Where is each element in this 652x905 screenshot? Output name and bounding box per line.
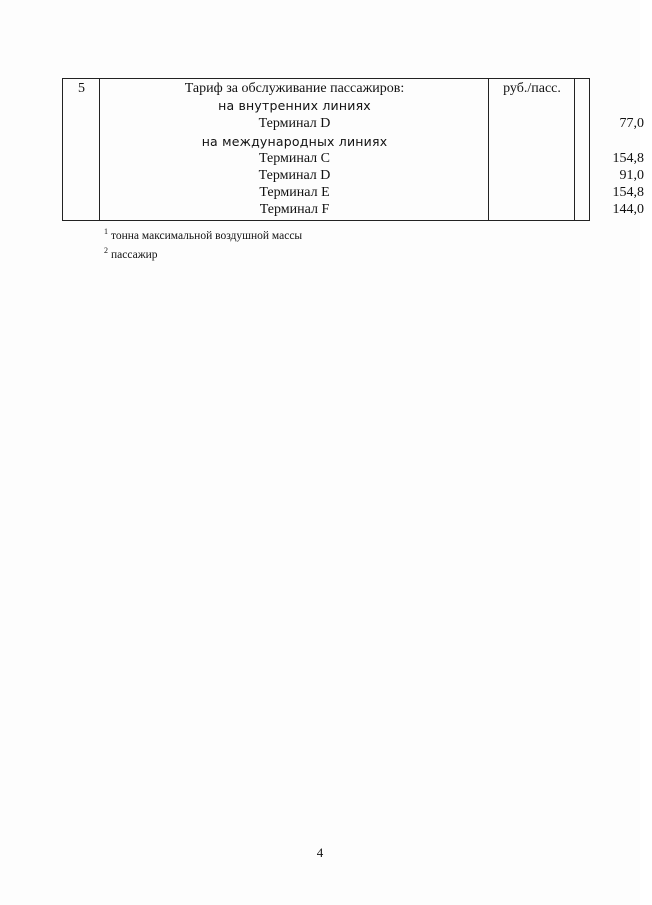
- unit-column: [489, 79, 575, 220]
- tariff-value: 91,0: [619, 168, 644, 183]
- footnote-text: пассажир: [111, 248, 158, 261]
- tariff-value: 154,8: [612, 185, 644, 200]
- table-description-line: на международных линиях: [201, 134, 388, 149]
- tariff-value: 77,0: [619, 116, 644, 131]
- footnote: [104, 225, 302, 243]
- table-description-line: Тариф за обслуживание пассажиров:: [184, 81, 405, 96]
- tariff-value: 154,8: [612, 151, 644, 166]
- footnote: [104, 244, 158, 262]
- number-column: [63, 79, 100, 220]
- tariff-table: [62, 78, 644, 221]
- table-description-line: Терминал D: [258, 168, 331, 183]
- unit-label: руб./пасс.: [503, 81, 561, 96]
- footnote-mark: 2: [104, 246, 108, 255]
- page-number: 4: [316, 845, 324, 860]
- table-description-line: Терминал F: [259, 202, 330, 217]
- footnote-text: тонна максимальной воздушной массы: [111, 229, 303, 242]
- table-description-line: на внутренних линиях: [218, 98, 371, 113]
- tariff-value: 144,0: [612, 202, 644, 217]
- row-number: 5: [78, 81, 85, 96]
- table-description-line: Терминал E: [259, 185, 330, 200]
- table-description-line: Терминал D: [258, 116, 331, 131]
- footnote-mark: 1: [104, 227, 108, 236]
- table-description-line: Терминал C: [258, 151, 331, 166]
